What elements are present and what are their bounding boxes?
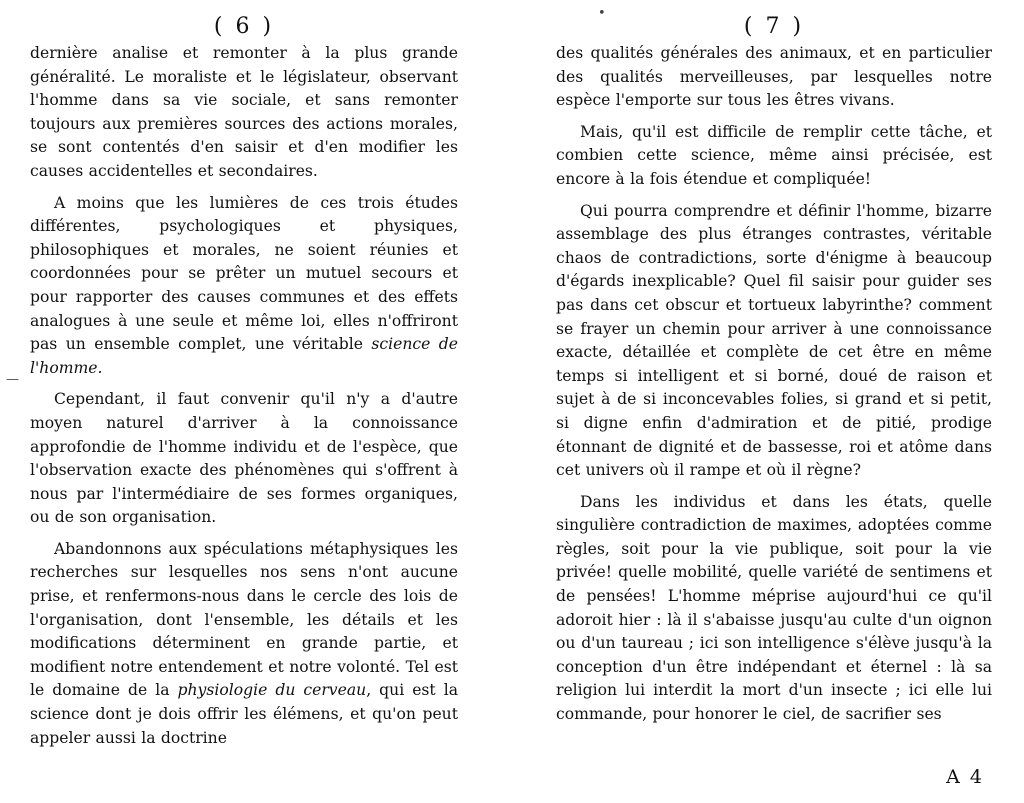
paragraph: dernière analise et remonter à la plus grande généralité. Le moraliste et le législateur, observant l'homme dans sa vie sociale, et sans remonter toujours aux premières sources des actions morales, se sont contentés d'en saisir et d'en modifier les causes accidentelles et secondaires. <box>30 44 458 180</box>
page-number: ( 7 ) <box>743 14 805 39</box>
right-page <box>556 0 992 735</box>
paragraph-text: A moins que les lumières de ces trois études différentes, psychologiques et physiques, philosophiques et morales, ne soient réunies et coordonnées pour se prêter un mutuel secours et pour rapporter des causes communes et des effets analogues à une seule et même loi, elles n'offriront pas un ensemble complet, une véritable <box>30 193 458 354</box>
page-number: ( 6 ) <box>213 14 275 39</box>
paragraph: Mais, qu'il est difficile de remplir cette tâche, et combien cette science, même ainsi précisée, est encore à la fois étendue et compliquée! <box>556 122 992 188</box>
paragraph <box>30 192 458 381</box>
page-text <box>30 42 458 750</box>
margin-dash-mark: — <box>6 372 19 387</box>
left-page <box>30 0 458 758</box>
page-text <box>556 42 992 727</box>
italic-term: physiologie du cerveau <box>177 681 367 700</box>
ink-speck-mark: • <box>598 6 606 21</box>
paragraph: Cependant, il faut convenir qu'il n'y a d'autre moyen naturel d'arriver à la connoissance approfondie de l'homme individu et de l'espèce, que l'observation exacte des phénomènes qui s'offrent à nous par l'intermédiaire de ses formes organiques, ou de son organisation. <box>30 390 458 527</box>
italic-term: science de l'homme. <box>30 335 458 377</box>
paragraph: Qui pourra comprendre et définir l'homme, bizarre assemblage des plus étranges contrastes, véritable chaos de contradictions, sorte d'énigme à beaucoup d'égards inexplicable? Quel fil saisir pour guider ses pas dans cet obscur et tortueux labyrinthe? comment se frayer un chemin pour arriver à une connoissance exacte, détaillée et complète de cet être en même temps si intelligent et si borné, doué de raison et sujet à de si inconcevables folies, si grand et si petit, si digne enfin d'admiration et de pitié, prodige étonnant de dignité et de bassesse, roi et atôme dans cet univers où il rampe et où il règne? <box>556 201 992 480</box>
signature-mark: A 4 <box>946 766 984 788</box>
paragraph-text: , qui est la science dont je dois offrir les élémens, et qu'on peut appeler aussi la doctrine <box>30 681 459 747</box>
paragraph: des qualités générales des animaux, et en particulier des qualités merveilleuses, par lesquelles notre espèce l'emporte sur tous les êtres vivans. <box>556 44 992 110</box>
paragraph: Dans les individus et dans les états, quelle singulière contradiction de maximes, adoptées comme règles, soit pour la vie publique, soit pour la vie privée! quelle mobilité, quelle variété de sentimens et de pensées! L'homme méprise aujourd'hui ce qu'il adoroit hier : là il s'abaisse jusqu'au culte d'un oignon ou d'un taureau ; ici son intelligence s'élève jusqu'à la conception d'un être indépendant et éternel : là sa religion lui interdit la mort d'un insecte ; ici elle lui commande, pour honorer le ciel, de sacrifier ses <box>556 492 992 724</box>
paragraph <box>30 538 458 750</box>
paragraph-text: Abandonnons aux spéculations métaphysiques les recherches sur lesquelles nos sens n'ont aucune prise, et renfermons-nous dans le cercle des lois de l'organisation, dont l'ensemble, les détails et les modifications déterminent en grande partie, et modifient notre entendement et notre volonté. Tel est le domaine de la <box>30 539 458 700</box>
